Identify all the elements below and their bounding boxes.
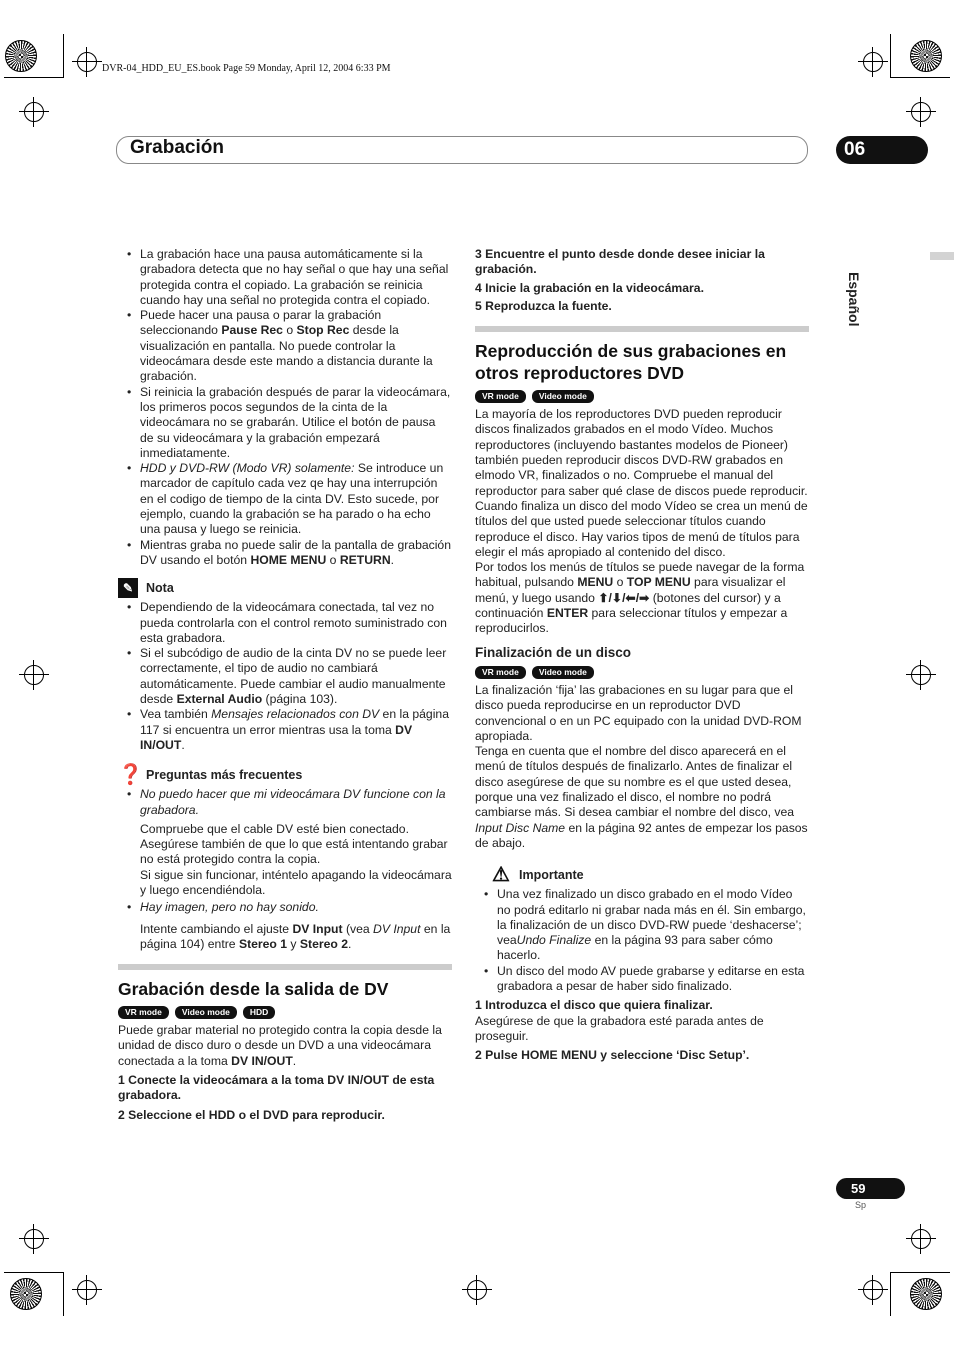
step: 5 Reproduzca la fuente.: [475, 298, 612, 313]
pencil-icon: ✎: [118, 578, 138, 598]
list-item: • Si el subcódigo de audio de la cinta DV no se puede leer correctamente, el tipo de audio no cambiará automáticamente. Puede cambiar el audio manualmente desde External Audio (página 103).: [140, 646, 452, 707]
important-list: [475, 887, 809, 994]
sunburst-mark: [910, 1278, 942, 1310]
list-item: • Si reinicia la grabación después de parar la videocámara, los primeros pocos segundos de la cinta de la videocámara no se grabarán. Utilice el botón de pausa de su videocámara y la grabación empezará inmediatamente.: [140, 385, 452, 461]
registration-mark: [911, 1229, 931, 1249]
faq-question: • Hay imagen, pero no hay sonido.: [140, 900, 452, 915]
right-column: [475, 247, 809, 1063]
step: 2 Pulse HOME MENU y seleccione ‘Disc Setup’.: [475, 1048, 750, 1063]
paragraph: La mayoría de los reproductores DVD pueden reproducir discos finalizados grabados en el modo Vídeo. Muchos reproductores (incluyendo bastantes modelos de Pioneer) también pueden reproducir discos DVD-RW grabados en elmodo VR, finalizados o no. Compruebe el manual del reproductor para saber qué clase de discos puede reproducir.: [475, 407, 808, 498]
sunburst-mark: [910, 40, 942, 72]
paragraph: Tenga en cuenta que el nombre del disco aparecerá en el menú de títulos después de finalizarlo. Antes de finalizar el disco asegúrese de que su nombre es el que usted desea, porque una vez finalizado el disco, el nombre no podrá cambiarse más. Si desea cambiar el nombre del disco, vea Input Disc Name en la página 92 antes de empezar los pasos de abajo.: [475, 744, 808, 850]
faq-heading: ❓ Preguntas más frecuentes: [118, 764, 303, 787]
registration-mark: [863, 1280, 883, 1300]
list-item: • Una vez finalizado un disco grabado en el modo Vídeo no podrá editarlo ni grabar nada más en él. Sin embargo, la finalización de un disco DVD-RW puede ‘deshacerse’; veaUndo Finalize en la página 93 para saber cómo hacerlo.: [497, 887, 809, 963]
step: 3 Encuentre el punto desde donde desee iniciar la grabación.: [475, 247, 765, 277]
mode-tags: [475, 390, 809, 403]
faq-question: • No puedo hacer que mi videocámara DV funcione con la grabadora.: [140, 787, 452, 818]
paragraph: Por todos los menús de títulos se puede navegar de la forma habitual, pulsando MENU o TOP MENU para visualizar el menú, y luego usando ⬆/⬇/⬅/➡ (botones del cursor) y a continuación ENTER para seleccionar títulos y empezar a reproducirlos.: [475, 560, 805, 636]
crop-mark: [890, 34, 891, 78]
registration-mark: [863, 52, 883, 72]
language-code: Sp: [855, 1200, 867, 1210]
faq-answer: Compruebe que el cable DV esté bien conectado. Asegúrese también de que lo que está intentando grabar no está protegido contra la copia.: [140, 821, 448, 867]
sunburst-mark: [10, 1278, 42, 1310]
mode-tags: [118, 1006, 452, 1019]
section-heading: Reproducción de sus grabaciones en otros reproductores DVD: [475, 341, 787, 384]
crop-mark: [63, 1272, 64, 1316]
mode-tags: [475, 666, 809, 679]
step: 4 Inicie la grabación en la videocámara.: [475, 280, 704, 295]
subsection-heading: Finalización de un disco: [475, 644, 632, 660]
crop-mark: [63, 34, 64, 78]
list-item: • Vea también Mensajes relacionados con DV en la página 117 si encuentra un error mientras usa la toma DV IN/OUT.: [140, 707, 452, 753]
crop-mark: [890, 1272, 891, 1316]
intro-bullets: [118, 247, 452, 568]
registration-mark: [911, 102, 931, 122]
registration-mark: [24, 102, 44, 122]
list-item: • La grabación hace una pausa automáticamente si la grabadora detecta que no hay señal o que hay una señal protegida contra el copiado. La grabación se reinicia cuando hay una señal no protegida contra el copiado.: [140, 247, 452, 308]
step: 1 Introduzca el disco que quiera finalizar.: [475, 998, 713, 1013]
faq-list: [118, 900, 452, 915]
list-item: • Dependiendo de la videocámara conectada, tal vez no pueda controlarla con el control remoto suministrado con esta grabadora.: [140, 600, 452, 646]
mode-tag: VR mode: [475, 390, 526, 403]
left-column: [118, 247, 452, 1123]
note-list: [118, 600, 452, 753]
paragraph: Cuando finaliza un disco del modo Vídeo se crea un menú de títulos del que usted puede seleccionar títulos cuando reproduce el disco. Hay varios tipos de menú de títulos para elegir el más apropiado al contenido del disco.: [475, 498, 808, 559]
language-tab: Español: [846, 272, 862, 327]
print-metadata: DVR-04_HDD_EU_ES.book Page 59 Monday, April 12, 2004 6:33 PM: [102, 63, 391, 74]
faq-answer: Intente cambiando el ajuste DV Input (vea DV Input en la página 104) entre Stereo 1 y Stereo 2.: [140, 921, 451, 951]
step: 1 Conecte la videocámara a la toma DV IN/OUT de esta grabadora.: [118, 1073, 435, 1103]
section-heading: Grabación desde la salida de DV: [118, 979, 389, 1000]
language-bar: [930, 252, 954, 260]
faq-list: [118, 787, 452, 818]
list-item: • Puede hacer una pausa o parar la grabación seleccionando Pause Rec o Stop Rec desde la visualización en pantalla. No puede controlar la videocámara desde este mando a distancia durante la grabación.: [140, 308, 452, 384]
note-heading: ✎ Nota: [118, 578, 452, 598]
chapter-badge: 06: [836, 136, 928, 164]
mode-tag: VR mode: [475, 666, 526, 679]
registration-mark: [77, 52, 97, 72]
warning-icon: ⚠: [492, 864, 510, 887]
paragraph: La finalización ‘fija’ las grabaciones en su lugar para que el disco pueda reproducirse en un reproductor DVD convencional o en un PC equipado con la unidad DVD-ROM apropiada.: [475, 682, 802, 743]
crop-mark: [890, 1272, 950, 1273]
mode-tag: Video mode: [532, 390, 594, 403]
important-heading: ⚠ Importante: [492, 864, 584, 887]
mode-tag: Video mode: [175, 1006, 237, 1019]
registration-mark: [24, 665, 44, 685]
sunburst-mark: [5, 40, 37, 72]
registration-mark: [77, 1280, 97, 1300]
mode-tag: HDD: [243, 1006, 275, 1019]
paragraph: Asegúrese de que la grabadora esté parada antes de proseguir.: [475, 1013, 764, 1043]
question-icon: ❓: [118, 764, 143, 787]
mode-tag: Video mode: [532, 666, 594, 679]
mode-tag: VR mode: [118, 1006, 169, 1019]
section-rule: [475, 326, 809, 332]
crop-mark: [4, 1272, 64, 1273]
faq-answer: Si sigue sin funcionar, inténtelo apagando la videocámara y luego encendiéndola.: [140, 867, 452, 897]
page-number: 59: [836, 1178, 905, 1199]
list-item: • HDD y DVD-RW (Modo VR) solamente: Se introduce un marcador de capítulo cada vez qe hay una interrupción en el codigo de tiempo de la cinta DV. Esto sucede, por ejemplo, cuando la grabación se ha parado o ha echo una pausa y luego se reinicia.: [140, 461, 452, 537]
registration-mark: [467, 1280, 487, 1300]
registration-mark: [24, 1229, 44, 1249]
page-title: Grabación: [130, 137, 224, 158]
section-rule: [118, 964, 452, 970]
paragraph: Puede grabar material no protegido contra la copia desde la unidad de disco duro o desde un DVD a una videocámara conectada a la toma DV IN/OUT.: [118, 1023, 442, 1068]
list-item: • Un disco del modo AV puede grabarse y editarse en esta grabadora a pesar de haber sido finalizado.: [497, 964, 809, 995]
step: 2 Seleccione el HDD o el DVD para reproducir.: [118, 1107, 385, 1122]
crop-mark: [4, 77, 64, 78]
registration-mark: [911, 665, 931, 685]
list-item: • Mientras graba no puede salir de la pantalla de grabación DV usando el botón HOME MENU o RETURN.: [140, 538, 452, 569]
crop-mark: [890, 77, 950, 78]
